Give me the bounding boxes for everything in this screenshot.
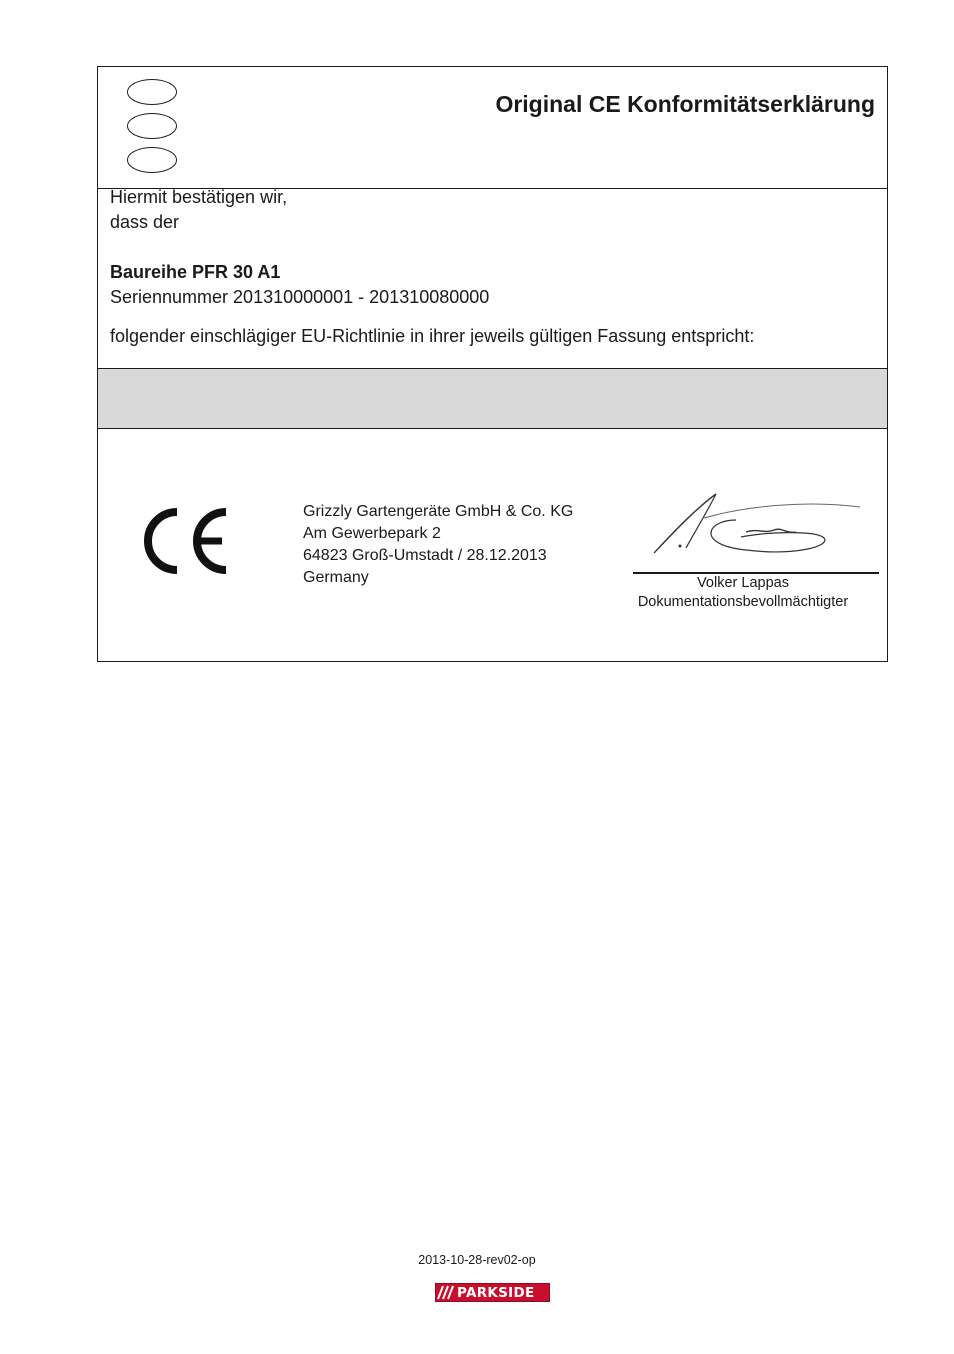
product-series: Baureihe PFR 30 A1 — [110, 262, 281, 282]
page-title: Original CE Konformitätserklärung — [495, 91, 875, 117]
header-section — [98, 67, 887, 189]
directive-band — [98, 368, 887, 429]
logo-brand-text: PARKSIDE — [457, 1284, 535, 1301]
language-ovals — [127, 79, 181, 181]
declaration-frame — [97, 66, 888, 662]
manufacturer-name: Grizzly Gartengeräte GmbH & Co. KG — [303, 503, 574, 520]
signer-name: Volker Lappas — [697, 575, 789, 591]
serial-number: Seriennummer 201310000001 - 201310080000 — [110, 287, 490, 307]
signer-role: Dokumentationsbevollmächtigter — [637, 594, 849, 610]
manufacturer-address — [303, 501, 573, 589]
intro-line-1: Hiermit bestätigen wir, — [110, 187, 288, 207]
directive-statement: folgender einschlägiger EU-Richtlinie in ihrer jeweils gültigen Fassung entspricht: — [110, 326, 755, 346]
manufacturer-street: Am Gewerbepark 2 — [303, 525, 441, 542]
language-oval-icon — [127, 147, 177, 173]
parkside-logo — [435, 1283, 550, 1302]
handwritten-signature — [646, 490, 866, 565]
logo-stripes-icon — [436, 1283, 456, 1302]
signer-block — [603, 574, 883, 612]
document-code: 2013-10-28-rev02-op — [418, 1253, 536, 1267]
intro-line-2: dass der — [110, 212, 180, 232]
declaration-body — [110, 185, 880, 349]
language-oval-icon — [127, 79, 177, 105]
manufacturer-city-date: 64823 Groß-Umstadt / 28.12.2013 — [303, 547, 547, 564]
manufacturer-country: Germany — [303, 569, 369, 586]
language-oval-icon — [127, 113, 177, 139]
ce-mark-icon — [144, 507, 230, 582]
